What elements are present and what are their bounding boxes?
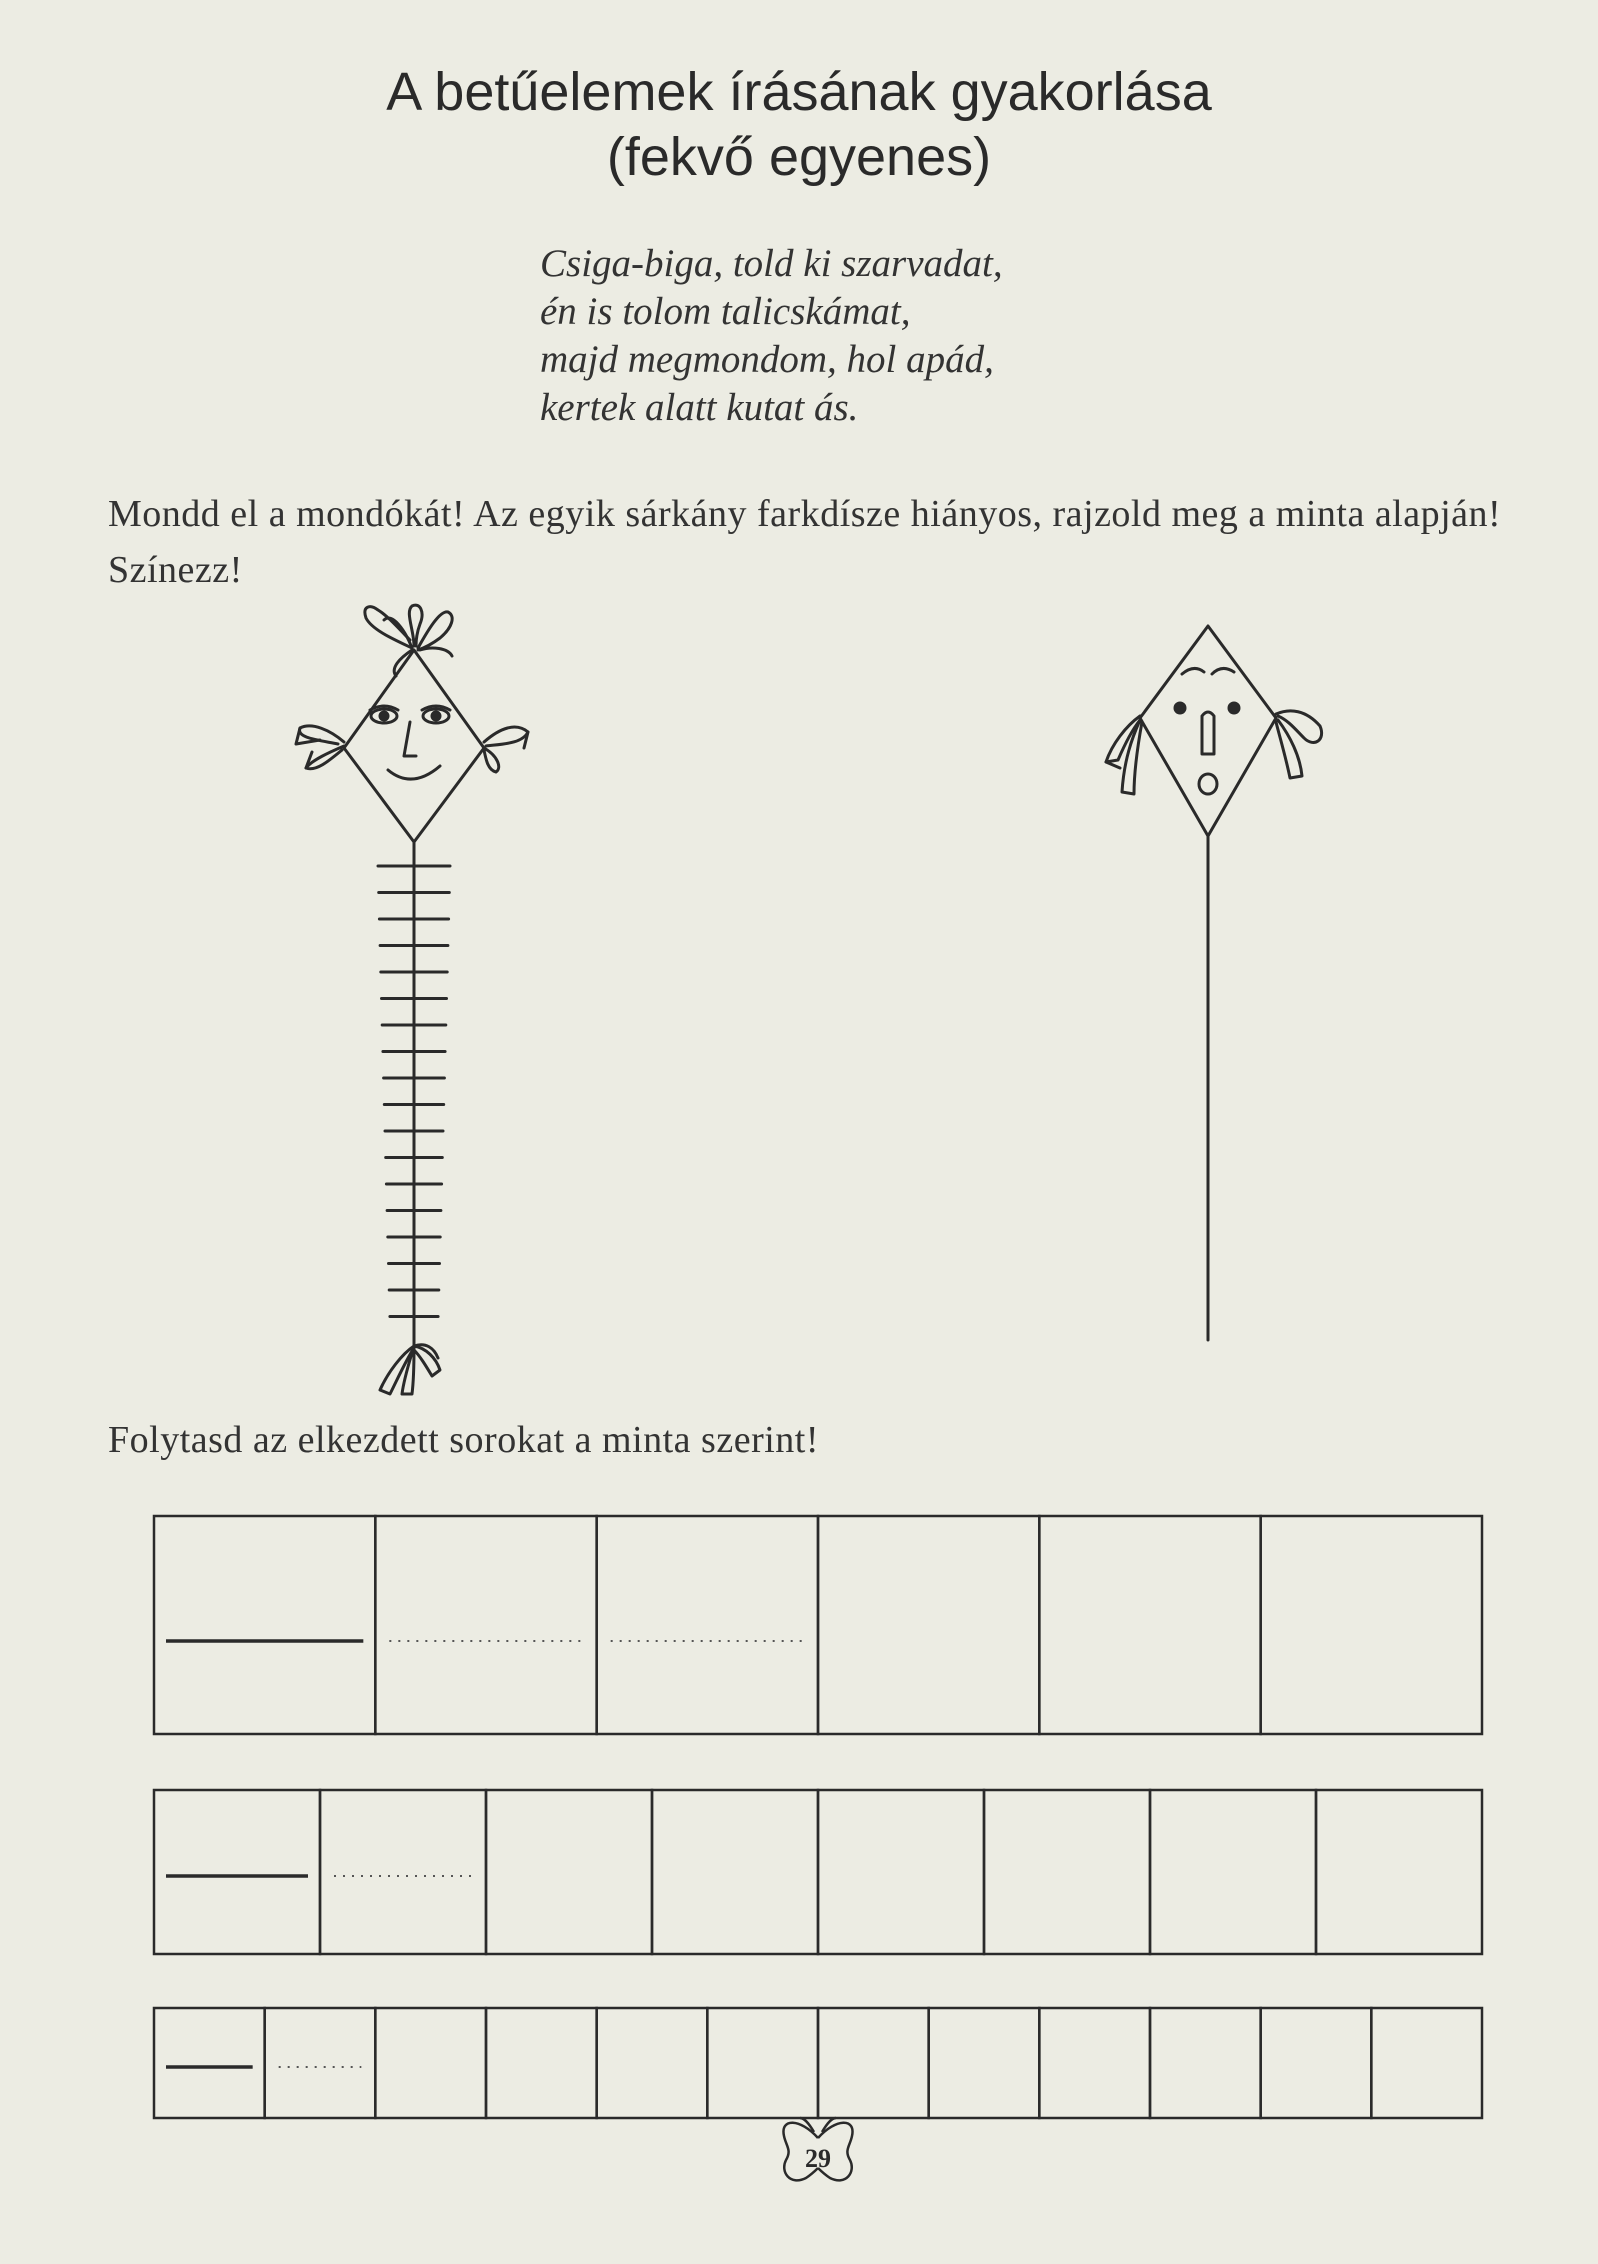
poem-line: én is tolom talicskámat,	[540, 290, 911, 333]
page-title: A betűelemek írásának gyakorlása	[386, 62, 1212, 122]
instruction-kites: Mondd el a mondókát! Az egyik sárkány farkdísze hiányos, rajzold meg a minta alapján! Színezz!	[108, 493, 1502, 591]
page-number: 29	[805, 2144, 831, 2173]
poem-line: majd megmondom, hol apád,	[540, 338, 994, 381]
poem-line: Csiga-biga, told ki szarvadat,	[540, 242, 1003, 285]
poem-line: kertek alatt kutat ás.	[540, 386, 859, 429]
page-subtitle: (fekvő egyenes)	[606, 127, 992, 187]
instruction-rows: Folytasd az elkezdett sorokat a minta szerint!	[108, 1419, 819, 1461]
